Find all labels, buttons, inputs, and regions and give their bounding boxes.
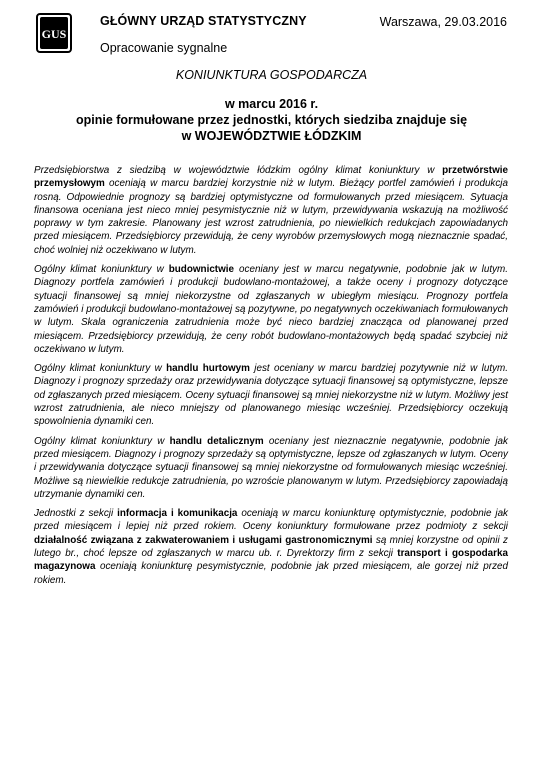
- paragraph-text: oceniany jest nieznacznie negatywnie, podobnie jak przed miesiącem. Diagnozy i prognozy sprzedaży są optymistyczne, lepsze od zgłaszanych w lutym. Oceny i przewidywania dotyczące sytuacji finansowej są mniej niekorzystne od formułowanych miesiąc wcześniej. Możliwe są niewielkie redukcje zatrudnienia, po wzroście planowanym w lutym. Przedsiębiorcy zapowiadają utrzymanie dynamiki cen.: [34, 435, 508, 500]
- page-title: KONIUNKTURA GOSPODARCZA: [175, 68, 368, 82]
- organization-name: GŁÓWNY URZĄD STATYSTYCZNY: [100, 14, 307, 28]
- paragraph-text: Jednostki z sekcji: [34, 508, 118, 520]
- sector-name: budownictwie: [168, 264, 235, 276]
- paragraph-retail: [34, 435, 508, 501]
- paragraph-manufacturing: [34, 164, 508, 257]
- paragraph-wholesale: [34, 362, 508, 428]
- paragraph-text: są mniej korzystne od opinii z lutego br., choć lepsze od zgłaszanych w marcu ub. r. Dyrektorzy firm z sekcji: [34, 534, 508, 560]
- paragraph-text: jest oceniany w marcu bardziej pozytywnie niż w lutym. Diagnozy i prognozy sprzedaży oraz przewidywania dotyczące sytuacji finansowej są optymistyczne, lepsze od zgłaszanych przed miesiącem. Oceny sytuacji finansowej są mniej niekorzystne niż w lutym. Możliwy jest wzrost zatrudnienia, ale nieco mniejszy od planowanego miesiąc wcześniej. Przedsiębiorcy oczekują spowolnienia dynamiki cen.: [34, 363, 508, 428]
- document-subheading: Opracowanie sygnalne: [100, 41, 228, 55]
- logo-lettering: GUS: [41, 27, 67, 41]
- paragraph-text: oceniają koniunkturę pesymistycznie, podobnie jak przed miesiącem, ale gorzej niż przed rokiem.: [34, 561, 508, 586]
- sector-name: informacja i komunikacja: [117, 508, 238, 520]
- paragraph-text: oceniany jest w marcu negatywnie, podobnie jak w lutym. Diagnozy portfela zamówień i produkcji budowlano-montażowej, a także oceny i prognozy dotyczące sytuacji finansowej są mniej niekorzystne od zgłaszanych w ubiegłym miesiącu. Prognozy portfela zamówień i produkcji budowlano-montażowej są pozytywne, po negatywnych oczekiwaniach formułowanych w lutym. Skala ograniczenia zatrudnienia może być nieco bardziej znacząca od planowanej przed miesiącem. Przedsiębiorcy przewidują, że ceny robót budowlano-montażowych będą spadać szybciej niż oczekiwano w lutym.: [34, 264, 508, 355]
- paragraph-text: Przedsiębiorstwa z siedzibą w województwie łódzkim ogólny klimat koniunktury w: [34, 165, 443, 176]
- paragraph-text: oceniają w marcu koniunkturę optymistycznie, podobnie jak przed miesiącem i lepiej niż przed rokiem. Oceny koniunktury formułowane przez podmioty z sekcji: [34, 508, 508, 533]
- paragraph-text: Ogólny klimat koniunktury w: [34, 435, 170, 447]
- paragraph-text: Ogólny klimat koniunktury w: [34, 363, 167, 375]
- subtitle-line-1: w marcu 2016 r.: [224, 97, 319, 111]
- report-body: [34, 164, 508, 593]
- sector-name: działalność związana z zakwaterowaniem i usługami gastronomicznymi: [34, 534, 373, 546]
- paragraph-construction: [34, 263, 508, 356]
- sector-name: transport i gospodarka magazynowa: [34, 548, 508, 573]
- sector-name: handlu hurtowym: [166, 363, 250, 375]
- paragraph-text: oceniają w marcu bardziej korzystnie niż w lutym. Bieżący portfel zamówień i produkcja rosną. Odpowiednie prognozy są bardziej optymistyczne od formułowanych przed miesiącem. Sytuacja finansowa oceniana jest nieco mniej pesymistycznie niż w lutym, przewidywania wskazują na możliwość poprawy w tym zakresie. Planowany jest wzrost zatrudnienia, po niewielkich redukcjach zapowiadanych przed miesiącem. Przedsiębiorcy przewidują, że ceny wyrobów przemysłowych mogą nieznacznie spadać, choć wolniej niż oczekiwano w lutym.: [34, 178, 508, 256]
- subtitle-line-3: w WOJEWÓDZTWIE ŁÓDZKIM: [181, 129, 362, 143]
- paragraph-text: Ogólny klimat koniunktury w: [34, 264, 169, 276]
- gus-logo: [36, 13, 72, 53]
- page-subtitle: [0, 96, 543, 144]
- paragraph-services: [34, 507, 508, 587]
- subtitle-line-2: opinie formułowane przez jednostki, których siedziba znajduje się: [75, 113, 468, 127]
- sector-name: handlu detalicznym: [169, 435, 264, 447]
- dateline: Warszawa, 29.03.2016: [379, 15, 507, 29]
- sector-name: przetwórstwie przemysłowym: [34, 165, 508, 190]
